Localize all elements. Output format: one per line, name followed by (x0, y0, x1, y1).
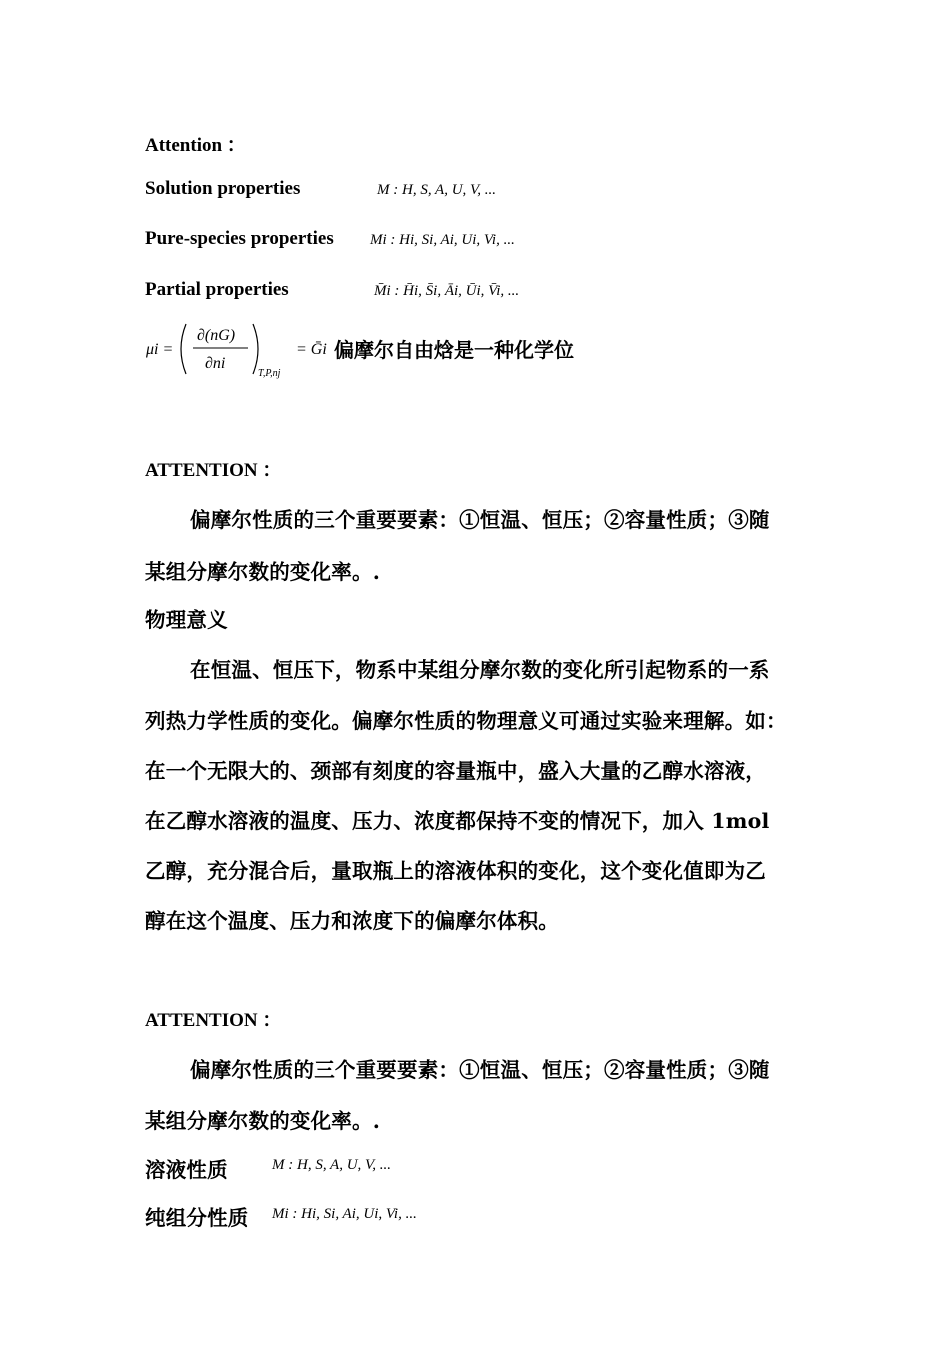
formula-pure-species-properties-cn: Mi : Hi, Si, Ai, Ui, Vi, ... (272, 1206, 417, 1222)
para-meaning-line: 醇在这个温度、压力和浓度下的偏摩尔体积。 (145, 909, 559, 933)
para-meaning-line: 在一个无限大的、颈部有刻度的容量瓶中，盛入大量的乙醇水溶液， (145, 759, 766, 783)
eq-denominator: ∂ni (205, 355, 226, 372)
label-solution-properties: Solution properties (145, 178, 301, 199)
eq-subscript: T,P,nj (258, 368, 281, 379)
label-solution-properties-cn: 溶液性质 (145, 1158, 228, 1182)
heading-attention-3: ATTENTION ： (145, 1010, 282, 1031)
formula-solution-properties-cn: M : H, S, A, U, V, ... (272, 1157, 392, 1173)
equation-note: 偏摩尔自由焓是一种化学位 (334, 338, 574, 362)
equation-svg (146, 318, 336, 380)
eq-lhs: μi = (146, 341, 174, 358)
para-meaning-line: 在恒温、恒压下，物系中某组分摩尔数的变化所引起物系的一系 (190, 658, 770, 682)
formula-pure-species-properties: Mi : Hi, Si, Ai, Ui, Vi, ... (370, 232, 515, 248)
label-pure-species-properties-cn: 纯组分性质 (145, 1206, 249, 1230)
para-three-elements-line1-repeat: 偏摩尔性质的三个重要要素：①恒温、恒压；②容量性质；③随 (190, 1058, 770, 1082)
heading-attention-2: ATTENTION ： (145, 460, 282, 481)
para-three-elements-line2-repeat: 某组分摩尔数的变化率。. (145, 1109, 381, 1133)
heading-attention-1: Attention ： (145, 135, 246, 156)
eq-right-paren (253, 324, 258, 374)
chemical-potential-equation (146, 318, 336, 380)
label-pure-species-properties: Pure-species properties (145, 228, 334, 249)
label-partial-properties: Partial properties (145, 279, 289, 300)
formula-partial-properties: M̄i : H̄i, S̄i, Āi, Ūi, V̄i, ... (374, 283, 520, 299)
subheading-physical-meaning: 物理意义 (145, 608, 228, 632)
para-three-elements-line1: 偏摩尔性质的三个重要要素：①恒温、恒压；②容量性质；③随 (190, 508, 770, 532)
para-meaning-line: 列热力学性质的变化。偏摩尔性质的物理意义可通过实验来理解。如： (145, 709, 787, 733)
para-meaning-line: 乙醇，充分混合后，量取瓶上的溶液体积的变化，这个变化值即为乙 (145, 859, 766, 883)
eq-numerator: ∂(nG) (197, 327, 236, 344)
formula-solution-properties: M : H, S, A, U, V, ... (377, 182, 497, 198)
eq-rhs: = Ḡi (296, 341, 327, 358)
para-three-elements-line2: 某组分摩尔数的变化率。. (145, 560, 381, 584)
eq-left-paren (181, 324, 186, 374)
para-meaning-line: 在乙醇水溶液的温度、压力、浓度都保持不变的情况下，加入 1mol (145, 809, 770, 833)
